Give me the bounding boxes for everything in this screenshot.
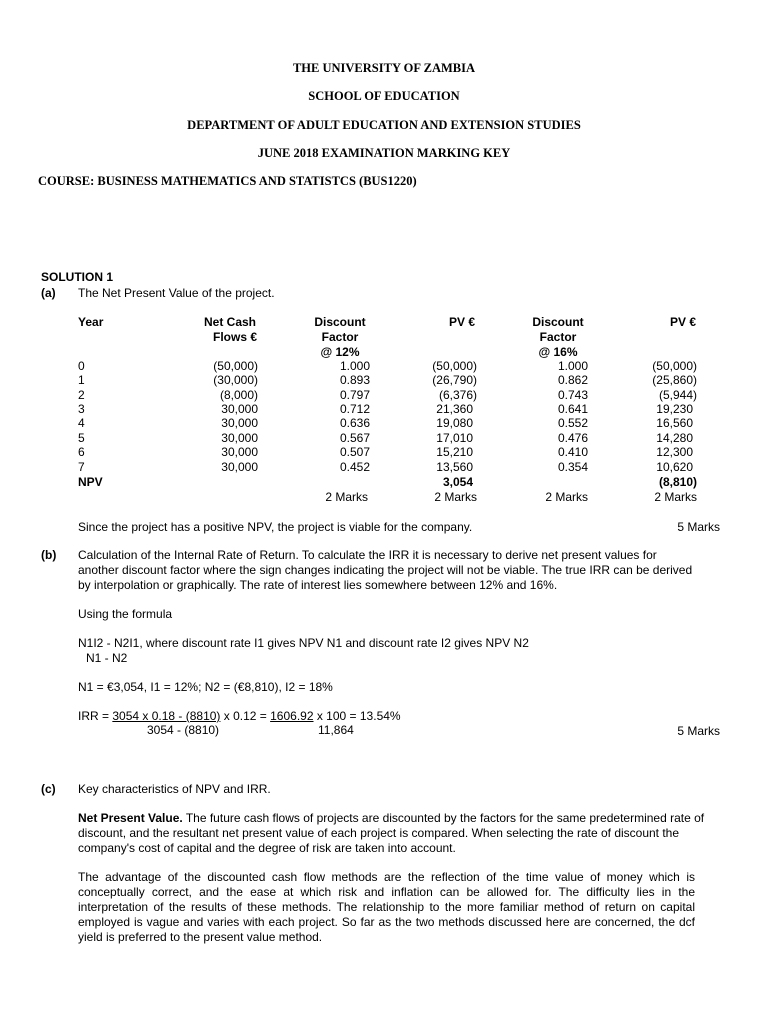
irr-fraction: 1606.92 (270, 709, 314, 723)
table-row (0, 402, 768, 417)
col-df12-line3: @ 12% (320, 345, 360, 359)
marks-pv12: 2 Marks (434, 490, 477, 504)
col-df16-line3: @ 16% (538, 345, 578, 359)
cell-pv16: (50,000) (652, 359, 697, 373)
cell-pv12: (26,790) (432, 373, 477, 387)
cell-pv16: 10,620 (656, 460, 693, 474)
cell-df12: 0.636 (339, 416, 370, 430)
cell-pv16: 19,230 (656, 402, 693, 416)
col-df12-line1: Discount (314, 315, 366, 329)
irr-denominator-1: 3054 - (8810) (147, 723, 220, 737)
cell-cash: 30,000 (221, 460, 258, 474)
table-row (0, 445, 768, 460)
university-title: THE UNIVERSITY OF ZAMBIA (292, 61, 476, 75)
irr-denominator-2: 11,864 (318, 723, 354, 737)
cell-df12: 1.000 (339, 359, 370, 373)
table-row (0, 460, 768, 475)
part-a-conclusion-marks: 5 Marks (677, 520, 720, 534)
col-cash-line1: Net Cash (203, 315, 256, 329)
marks-df16: 2 Marks (545, 490, 588, 504)
cell-year: 3 (78, 402, 85, 416)
course-title: COURSE: BUSINESS MATHEMATICS AND STATISTCS (BUS1220) (38, 174, 417, 188)
using-formula-text: Using the formula (78, 607, 173, 621)
part-b-label: (b) (41, 548, 57, 562)
cell-df12: 0.452 (339, 460, 370, 474)
cell-cash: 30,000 (221, 416, 258, 430)
part-a-conclusion: Since the project has a positive NPV, the project is viable for the company. (78, 520, 473, 534)
school-title: SCHOOL OF EDUCATION (308, 89, 460, 103)
part-a-label: (a) (41, 286, 56, 300)
cell-cash: 30,000 (221, 445, 258, 459)
cell-pv16: 12,300 (656, 445, 693, 459)
table-row (0, 431, 768, 446)
formula-numerator: N1I2 - N2I1 (78, 636, 140, 650)
marks-df12: 2 Marks (325, 490, 368, 504)
cell-df16: 0.743 (557, 388, 588, 402)
part-b-intro: Calculation of the Internal Rate of Return. To calculate the IRR it is necessary to derive net present values for another discount factor where the sign changes indicating the project will not be viable. The true IRR can be derived by interpolation or graphically. The rate of interest lies somewhere between 12% and 16%. (78, 548, 693, 592)
cell-pv12: 19,080 (436, 416, 473, 430)
cell-pv12: 21,360 (436, 402, 473, 416)
cell-pv12: (6,376) (438, 388, 477, 402)
npv-16: (8,810) (658, 475, 697, 489)
cell-df16: 0.354 (557, 460, 588, 474)
cell-year: 5 (78, 431, 85, 445)
cell-df12: 0.507 (339, 445, 370, 459)
cell-pv16: (25,860) (652, 373, 697, 387)
cell-pv16: 14,280 (656, 431, 693, 445)
npv-paragraph-title: Net Present Value. (78, 811, 183, 825)
formula-values: N1 = €3,054, I1 = 12%; N2 = (€8,810), I2 = 18% (78, 680, 333, 694)
irr-mid: x 0.12 = (220, 709, 271, 723)
cell-df12: 0.712 (339, 402, 370, 416)
table-row (0, 359, 768, 374)
col-pv16: PV € (669, 315, 696, 329)
irr-prefix: IRR = (78, 709, 113, 723)
formula-description: , where discount rate I1 gives NPV N1 and discount rate I2 gives NPV N2 (139, 636, 529, 650)
formula-line (78, 636, 529, 650)
formula-denominator: N1 - N2 (86, 651, 128, 665)
cell-cash: (30,000) (213, 373, 258, 387)
col-pv12: PV € (448, 315, 475, 329)
cell-df16: 1.000 (557, 359, 588, 373)
cell-cash: 30,000 (221, 431, 258, 445)
col-df16-line1: Discount (532, 315, 584, 329)
cell-pv12: 15,210 (436, 445, 473, 459)
cell-df12: 0.797 (339, 388, 370, 402)
cell-pv16: (5,944) (658, 388, 697, 402)
npv-label: NPV (78, 475, 103, 489)
part-c-heading: Key characteristics of NPV and IRR. (78, 782, 271, 796)
cell-df16: 0.476 (557, 431, 588, 445)
irr-numerator: 3054 x 0.18 - (8810) (112, 709, 221, 723)
col-year: Year (78, 315, 104, 329)
cell-pv12: (50,000) (432, 359, 477, 373)
cell-pv12: 13,560 (436, 460, 473, 474)
npv-12: 3,054 (442, 475, 473, 489)
cell-year: 1 (78, 373, 85, 387)
cell-df12: 0.567 (339, 431, 370, 445)
cell-pv12: 17,010 (436, 431, 473, 445)
npv-paragraph-text: The future cash flows of projects are discounted by the factors for the same predetermined rate of discount, and the resultant net present value of each project is compared. When selecting the rate of discount the company's cost of capital and the degree of risk are taken into account. (78, 811, 705, 855)
exam-title: JUNE 2018 EXAMINATION MARKING KEY (257, 146, 511, 160)
cell-df16: 0.552 (557, 416, 588, 430)
col-cash-line2: Flows € (212, 330, 257, 344)
cell-cash: (50,000) (213, 359, 258, 373)
table-row (0, 373, 768, 388)
irr-calculation (78, 709, 401, 723)
col-df12-line2: Factor (321, 330, 359, 344)
cell-df16: 0.862 (557, 373, 588, 387)
cell-year: 2 (78, 388, 85, 402)
marks-row (0, 490, 768, 505)
cell-df16: 0.410 (557, 445, 588, 459)
cell-cash: 30,000 (221, 402, 258, 416)
irr-result: x 100 = 13.54% (313, 709, 401, 723)
advantage-paragraph: The advantage of the discounted cash flow methods are the reflection of the time value of money which is conceptually correct, and the ease at which risk and inflation can be allowed for. The difficulty lies in the interpretation of the results of these methods. The relationship to the more familiar method of return on capital employed is vague and varies with each project. So far as the two methods discussed here are concerned, the dcf yield is preferred to the present value method. (78, 870, 695, 944)
department-title: DEPARTMENT OF ADULT EDUCATION AND EXTENSION STUDIES (187, 118, 581, 132)
npv-row (0, 475, 768, 490)
cell-year: 6 (78, 445, 85, 459)
npv-paragraph (78, 811, 718, 856)
table-row (0, 416, 768, 431)
cell-df16: 0.641 (557, 402, 588, 416)
part-a-heading: The Net Present Value of the project. (78, 286, 275, 300)
solution-title: SOLUTION 1 (41, 270, 114, 284)
cell-pv16: 16,560 (656, 416, 693, 430)
part-c-label: (c) (41, 782, 56, 796)
marks-pv16: 2 Marks (654, 490, 697, 504)
part-b-marks: 5 Marks (677, 724, 720, 738)
cell-year: 4 (78, 416, 85, 430)
cell-year: 0 (78, 359, 85, 373)
col-df16-line2: Factor (539, 330, 577, 344)
cell-cash: (8,000) (219, 388, 258, 402)
table-row (0, 388, 768, 403)
cell-year: 7 (78, 460, 85, 474)
cell-df12: 0.893 (339, 373, 370, 387)
